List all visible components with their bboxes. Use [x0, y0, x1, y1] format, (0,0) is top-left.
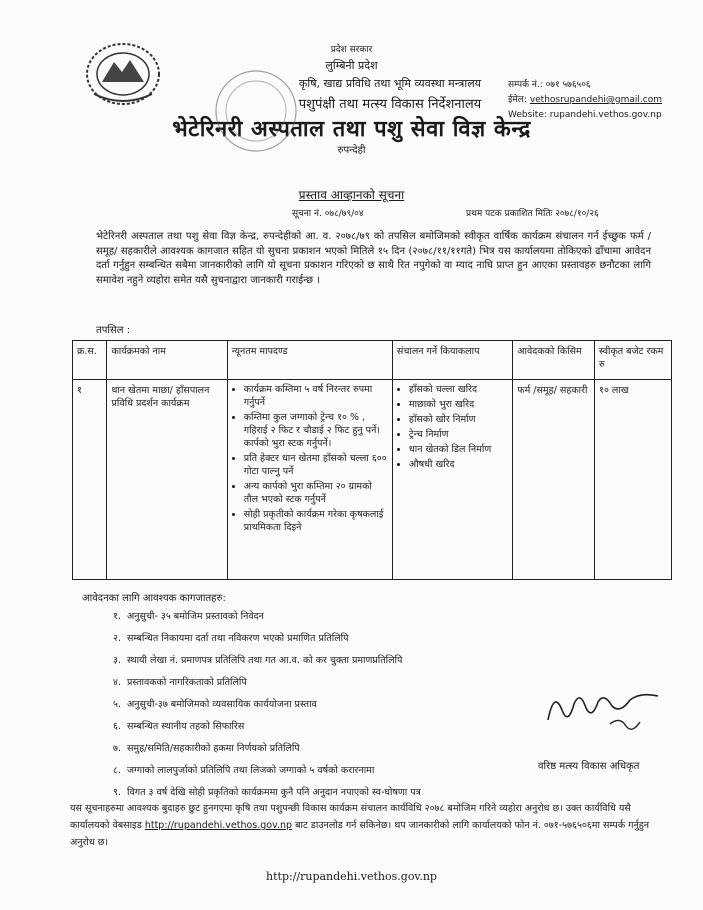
header-program-name: कार्यक्रमको नाम: [107, 341, 227, 380]
item-number: ६.: [113, 721, 121, 732]
list-item: [95, 672, 421, 694]
item-text: सम्बन्धित निकायमा दर्ता तथा नविकरण भएको प्रमाणित प्रतिलिपि: [127, 633, 349, 644]
office-stamp-icon: [196, 66, 316, 156]
item-text: प्रस्तावकको नागरिकताको प्रतिलिपि: [127, 677, 247, 688]
list-item: [95, 716, 421, 738]
district-label: रुपन्देही: [337, 145, 366, 156]
phone-number: सम्पर्क नं.: ०७१ ५७६५०६: [508, 80, 591, 90]
list-item: [95, 738, 421, 760]
item-number: १.: [113, 611, 121, 622]
item-number: ८.: [113, 765, 121, 776]
item-text: स्थायी लेखा नं. प्रमाणपत्र प्रतिलिपि तथा गत आ.व. को कर चुक्ता प्रमाणप्रतिलिपि: [127, 655, 403, 666]
government-label: प्रदेश सरकार: [330, 45, 373, 55]
signature-icon: [540, 680, 670, 740]
closing-paragraph: [70, 800, 670, 851]
item-text: सम्बन्धित स्थानीय तहको सिफारिस: [127, 721, 245, 732]
header-sn: क्र.स.: [73, 341, 107, 380]
email-line: [508, 93, 662, 108]
first-published-date: प्रथम पटक प्रकाशित मितिः २०७८/१०/२६: [466, 209, 599, 219]
activity-item: • ट्रेन्च निर्माण: [409, 428, 508, 441]
activity-item: • धान खेतको डिल निर्माण: [409, 443, 508, 456]
table-row: [73, 380, 672, 580]
cell-criteria: [227, 380, 392, 580]
list-item: [95, 650, 421, 672]
province-label: लुम्बिनी प्रदेश: [325, 59, 378, 72]
directorate-label: पशुपंक्षी तथा मत्स्य विकास निर्देशनालय: [298, 97, 482, 112]
item-number: ४.: [113, 677, 121, 688]
activity-item: • माछाको भुरा खरिद: [409, 398, 508, 411]
cell-program-name: धान खेतमा माछा/ हाँसपालन प्रविधि प्रदर्शन कार्यक्रम: [107, 380, 227, 580]
item-number: ५.: [113, 699, 121, 710]
details-label: तपसिल :: [96, 325, 131, 336]
item-number: ९.: [113, 787, 121, 798]
activity-item: • हाँसको चल्ला खरिद: [409, 383, 508, 396]
activity-item: • हाँसको खोर निर्माण: [409, 413, 508, 426]
item-text: विगत ३ वर्ष देखि सोही प्रकृतिको कार्यक्रममा कुनै पनि अनुदान नपाएको स्व-घोषणा पत्र: [127, 787, 421, 798]
contact-block: [508, 78, 662, 123]
item-text: समुह/समिति/सहकारीको हकमा निर्णयको प्रतिलिपि: [127, 743, 300, 754]
activity-item: • औषधी खरिद: [409, 458, 508, 471]
office-title: भेटेरिनरी अस्पताल तथा पशु सेवा विज्ञ केन्द्र: [172, 117, 531, 142]
list-item: [95, 760, 421, 782]
notice-body: भेटेरिनरी अस्पताल तथा पशु सेवा विज्ञ केन्द्र, रुपन्देहीको आ. व. २०७८/७९ को तपसिल बमोजिमको स्वीकृत वार्षिक कार्यक्रम संचालन गर्न ईच्छुक फर्म /समूह/ सहकारीले आवश्यक कागजात सहित यो सुचना प्रकाशन भएको मितिले १५ दिन (२०७८/११/११गते) भित्र यस कार्यालयमा तोकिएको ढाँचामा आवेदन दर्ता गर्नुहुन सम्बन्धित सबैमा जानकारीको लागि यो सूचना प्रकाशन गरिएको छ साथै रित नपुगेको वा म्याद नाघि प्राप्त हुन आएका प्रस्तावहरु छनौटका लागि समावेश नहुने व्यहोरा समेत यसै सुचनाद्वारा जानकारी गराईन्छ ।: [96, 231, 651, 286]
footer-url[interactable]: http://rupandehi.vethos.gov.np: [266, 870, 437, 883]
criteria-item: • अन्य कार्पको भुरा कम्तिमा २० ग्रामको तौल भएको स्टक गर्नुपर्ने: [244, 480, 388, 506]
email-link[interactable]: vethosrupandehi@gmail.com: [529, 95, 662, 105]
list-item: [95, 606, 421, 628]
program-table: [72, 340, 672, 580]
cell-applicant-type: फर्म /समूह/ सहकारी: [513, 380, 595, 580]
signatory-title: वरिष्ठ मत्स्य विकास अधिकृत: [538, 761, 640, 772]
criteria-item: • सोही प्रकृतीको कार्यक्रम गरेका कृषकलाई प्राथमिकता दिइने: [244, 508, 388, 534]
header-budget: स्वीकृत बजेट रकम रु: [595, 341, 672, 380]
cell-budget: १० लाख: [595, 380, 672, 580]
criteria-item: • प्रति हेक्टर धान खेतमा हाँसको चल्ला ६०० गोटा पाल्नु पर्ने: [244, 452, 388, 478]
header-activities: संचालन गर्ने कियाकलाप: [392, 341, 512, 380]
item-number: २.: [113, 633, 121, 644]
item-number: ७.: [113, 743, 121, 754]
header-criteria: न्यूनतम मापदण्ड: [227, 341, 392, 380]
criteria-item: • कार्यक्रम कम्तिमा ५ वर्ष निरन्तर रुपमा गर्नुपर्ने: [244, 383, 388, 409]
ministry-label: कृषि, खाद्य प्रविधि तथा भूमि व्यवस्था मन्त्रालय: [298, 77, 482, 90]
list-item: [95, 694, 421, 716]
documents-heading: आवेदनका लागि आवश्यक कागजातहरु:: [82, 593, 226, 604]
notice-number: सूचना नं. ०७८/७९/०४: [292, 209, 364, 219]
criteria-item: • कम्तिमा कुल जग्गाको ट्रेन्च १० % , गहिराई २ फिट र चौडाई २ फिट हुनु पर्ने। कार्पको भुरा स्टक गर्नुपर्ने।: [244, 411, 388, 450]
item-text: अनुसुची-३७ बमोजिमको व्यवसायिक कार्ययोजना प्रस्ताव: [127, 699, 317, 710]
list-item: [95, 628, 421, 650]
header-applicant-type: आवेदकको किसिम: [513, 341, 595, 380]
cell-sn: १: [73, 380, 107, 580]
procedure-link[interactable]: http://rupandehi.vethos.gov.np: [144, 820, 293, 831]
documents-list: [95, 606, 421, 804]
closing-text-1: यस सूचनाहरुमा आवश्यक बुदाहरु छुट हुनगएमा कृषि तथा पशुपन्छी विकास कार्यक्रम संचालन कार्यविधि २०७८ बमोजिम गरिने व्यहोरा अनुरोध छ। उक्त कार्यविधि यसै कार्यालयको वेबसाइड: [70, 803, 631, 831]
website-line[interactable]: Website: rupandehi.vethos.gov.np: [508, 110, 662, 120]
item-text: जग्गाको लालपुर्जाको प्रतिलिपि तथा लिजको जग्गाको ५ वर्षको करारनामा: [127, 765, 375, 776]
table-header-row: [73, 341, 672, 380]
item-number: ३.: [113, 655, 121, 666]
item-text: अनुसुची- ३५ बमोजिम प्रस्तावको निवेदन: [127, 611, 264, 622]
closing-text-2: बाट डाउनलोड गर्न सकिनेछ। थप जानकारीको लागि कार्यालयको फोन नं. ०७१-५७६५०६मा सम्पर्क गर्नुहुन अनुरोध छ।: [70, 820, 650, 848]
notice-title: प्रस्ताव आव्हानको सूचना: [298, 188, 405, 202]
email-label: ईमेल:: [508, 95, 527, 105]
cell-activities: [392, 380, 512, 580]
